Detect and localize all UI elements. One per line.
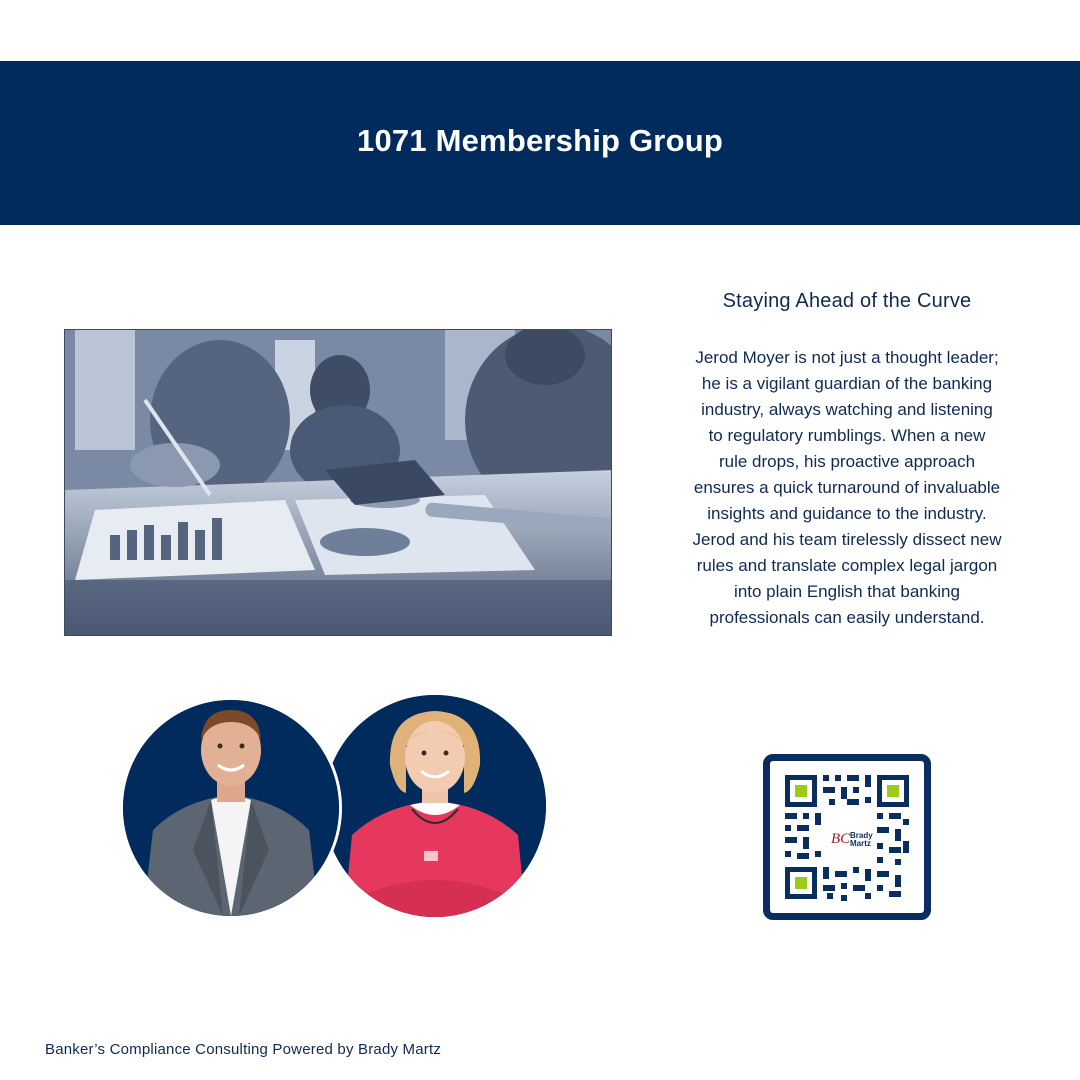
- qr-logo-text: [850, 832, 873, 848]
- portrait-man-illustration: [123, 700, 339, 916]
- body-line: rules and translate complex legal jargon: [696, 556, 998, 575]
- qr-code-image: [777, 767, 917, 907]
- page-title: 1071 Membership Group: [357, 123, 723, 158]
- portrait-woman-illustration: [324, 695, 546, 917]
- body-line: into plain English that banking: [734, 582, 960, 601]
- portrait-woman: [324, 695, 546, 917]
- body-line: professionals can easily understand.: [709, 608, 985, 627]
- qr-logo-monogram: BC: [831, 831, 851, 847]
- body-line: to regulatory rumblings. When a new: [708, 426, 986, 445]
- qr-logo-line-1: Brady: [850, 831, 873, 840]
- qr-logo-line-2: Martz: [850, 839, 871, 848]
- meeting-photo-illustration: [65, 330, 612, 636]
- footer-text: Banker’s Compliance Consulting Powered by Brady Martz: [45, 1041, 442, 1058]
- qr-code[interactable]: [763, 754, 931, 920]
- portrait-man: [120, 697, 342, 919]
- header-band: [0, 61, 1080, 225]
- body-line: insights and guidance to the industry.: [707, 504, 987, 523]
- body-line: Jerod Moyer is not just a thought leader;: [695, 348, 999, 367]
- body-line: industry, always watching and listening: [701, 400, 993, 419]
- body-copy: [660, 345, 1034, 631]
- body-line: ensures a quick turnaround of invaluable: [693, 478, 1001, 497]
- section-heading: Staying Ahead of the Curve: [722, 290, 972, 312]
- body-line: rule drops, his proactive approach: [718, 452, 976, 471]
- body-line: Jerod and his team tirelessly dissect new: [692, 530, 1002, 549]
- body-line: he is a vigilant guardian of the banking: [701, 374, 993, 393]
- meeting-photo: [64, 329, 612, 636]
